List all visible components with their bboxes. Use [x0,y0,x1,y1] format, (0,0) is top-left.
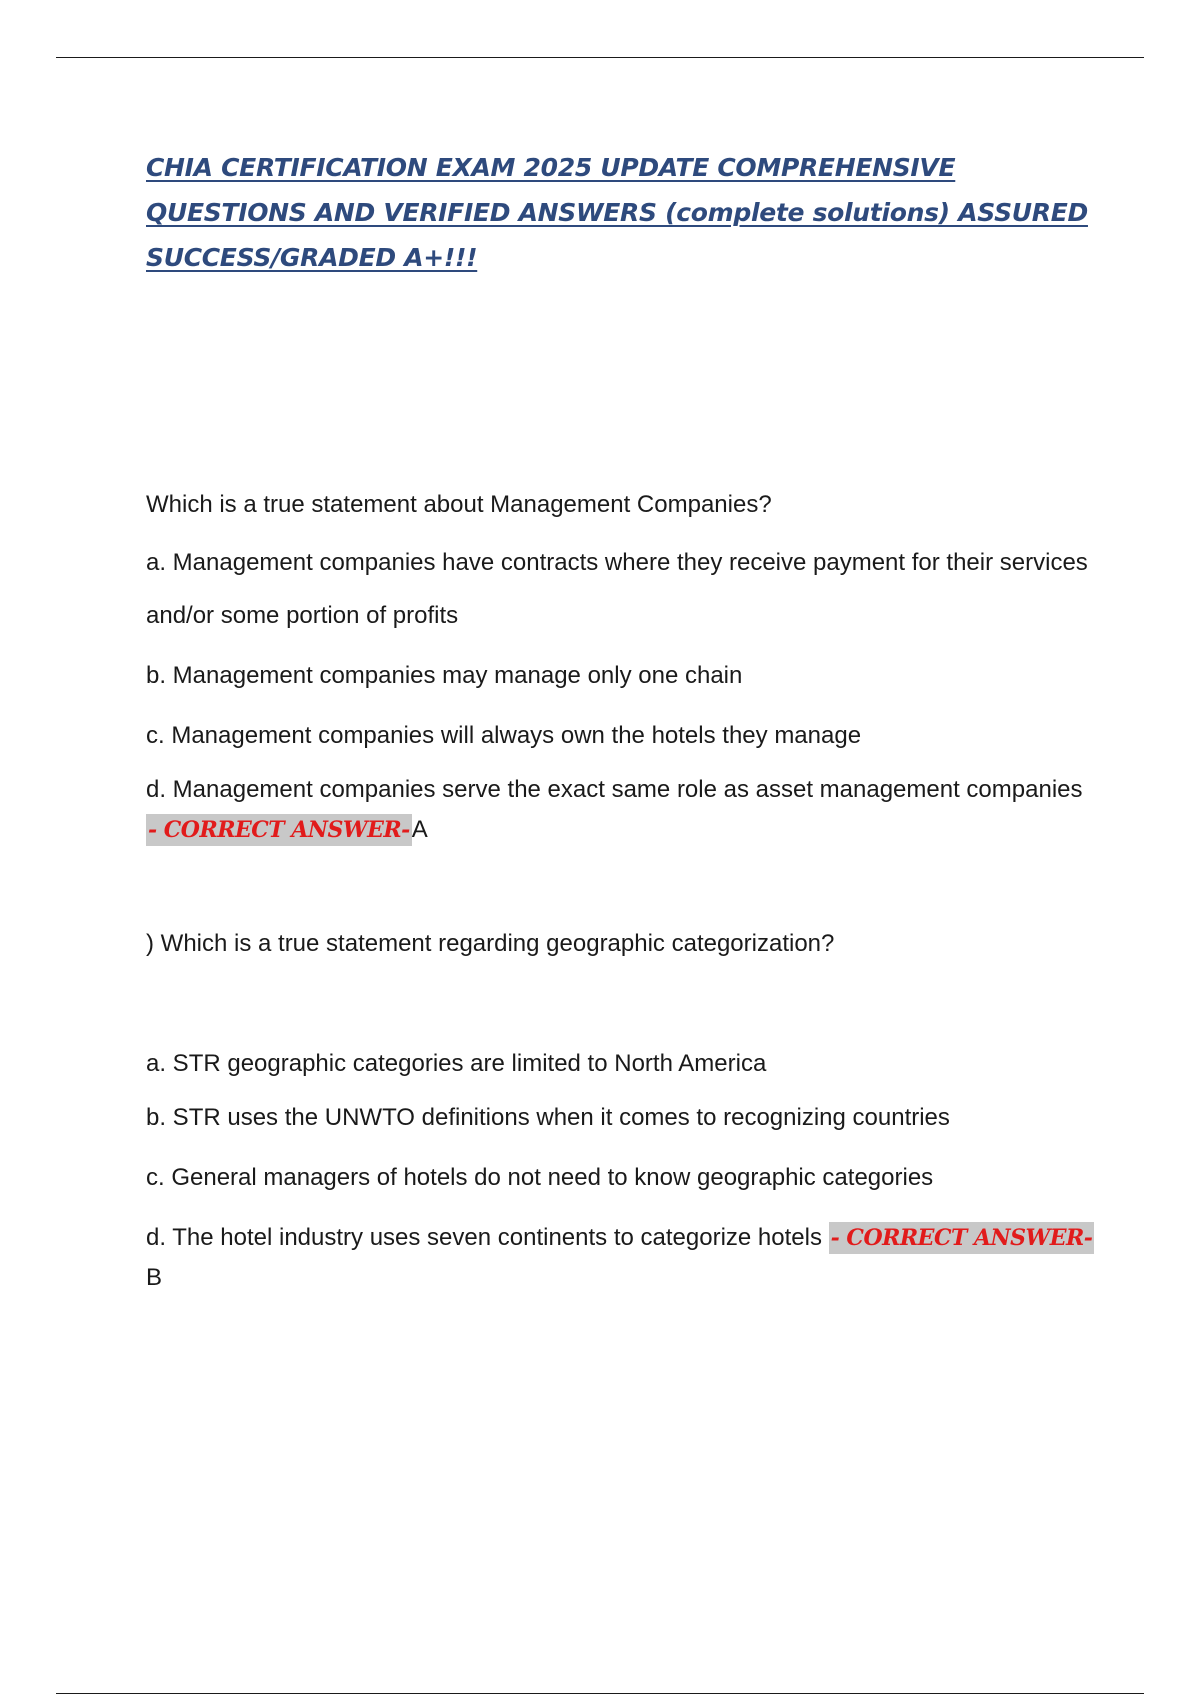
question-2-option-d [146,1218,1096,1298]
header-rule [56,57,1144,58]
question-2-option-a: a. STR geographic categories are limited to North America [146,1050,767,1077]
question-1-option-b: b. Management companies may manage only one chain [146,662,743,689]
title-line-3: SUCCESS/GRADED A+!!! [146,243,478,272]
question-1-option-d [146,770,1096,850]
question-2-option-d-text: d. The hotel industry uses seven continents to categorize hotels [146,1224,829,1251]
question-1-option-a-continued: and/or some portion of profits [146,602,459,629]
correct-answer-letter: B [146,1264,163,1291]
title-line-2: QUESTIONS AND VERIFIED ANSWERS (complete solutions) ASSURED [146,198,1088,227]
title-line-1: CHIA CERTIFICATION EXAM 2025 UPDATE COMPREHENSIVE [146,153,956,182]
question-1-option-d-text: d. Management companies serve the exact same role as asset management companies [146,776,1083,803]
question-1-option-a: a. Management companies have contracts where they receive payment for their services [146,549,1088,576]
document-title [146,145,1096,280]
question-2-option-b: b. STR uses the UNWTO definitions when it comes to recognizing countries [146,1104,950,1131]
question-1-option-c: c. Management companies will always own the hotels they manage [146,722,862,749]
footer-rule [56,1693,1144,1694]
correct-answer-flag: - CORRECT ANSWER- [829,1222,1095,1254]
document-body [146,145,1096,1298]
question-1-stem: Which is a true statement about Management Companies? [146,491,772,518]
correct-answer-letter: A [411,816,428,843]
question-2 [146,924,1096,1298]
correct-answer-flag: - CORRECT ANSWER- [146,814,412,846]
question-1 [146,485,1096,850]
question-2-option-c: c. General managers of hotels do not need to know geographic categories [146,1164,934,1191]
question-2-stem: ) Which is a true statement regarding geographic categorization? [146,930,835,957]
